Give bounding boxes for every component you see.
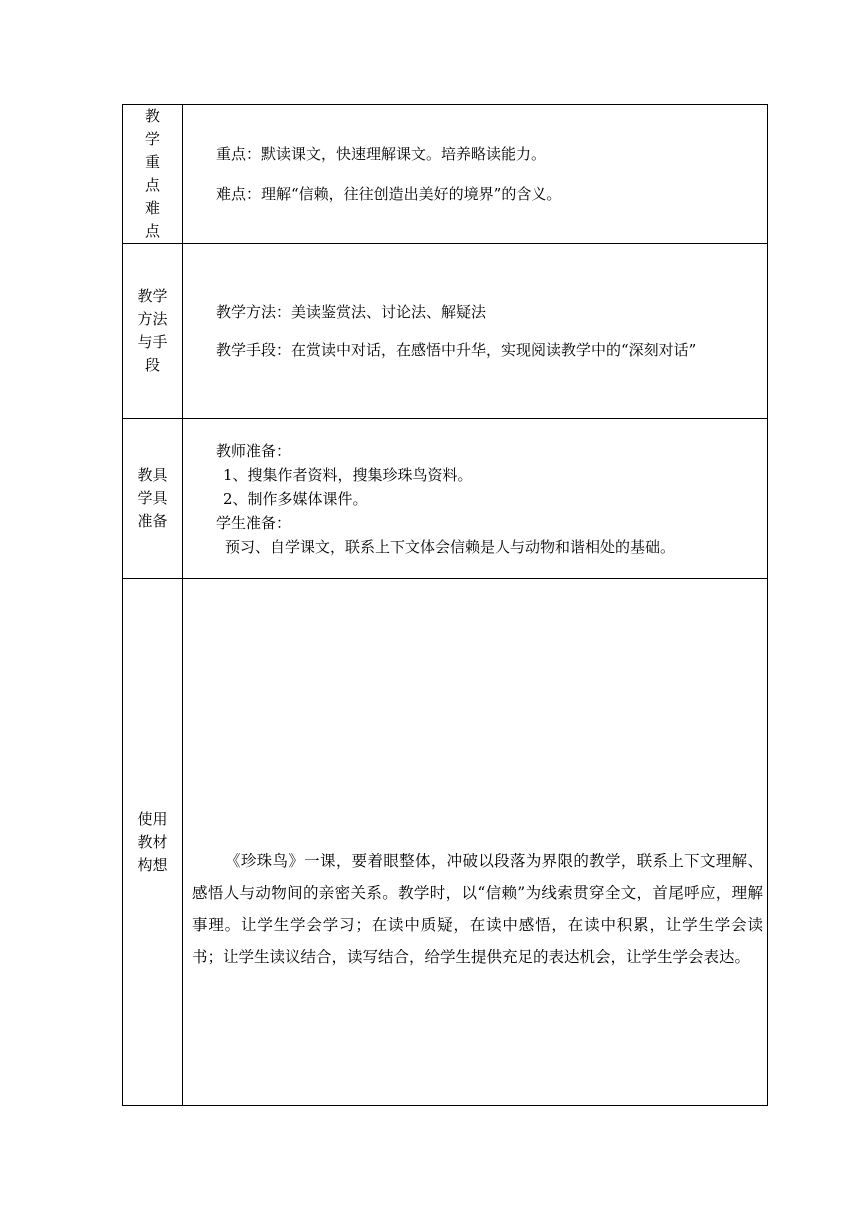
label-char: 学 xyxy=(144,130,160,148)
table-row-preparation xyxy=(123,419,768,579)
label-line: 教学 xyxy=(137,287,168,305)
label-line: 段 xyxy=(144,356,160,374)
student-prep-heading: 学生准备： xyxy=(216,513,292,532)
label-line: 准备 xyxy=(137,512,168,530)
label-line: 方法 xyxy=(137,310,168,328)
label-char: 教 xyxy=(144,107,160,125)
label-concept xyxy=(123,579,183,1106)
label-char: 难 xyxy=(144,199,160,217)
method-text: 教学方法：美读鉴赏法、讨论法、解疑法 xyxy=(216,303,487,321)
lesson-plan-table xyxy=(122,104,768,1106)
table-row-key-points xyxy=(123,105,768,244)
label-line: 教具 xyxy=(137,466,168,484)
label-char: 点 xyxy=(144,176,160,194)
content-concept xyxy=(183,579,768,1106)
label-line: 构想 xyxy=(137,855,168,874)
label-line: 教材 xyxy=(137,832,168,851)
label-char: 重 xyxy=(144,153,160,171)
label-key-points xyxy=(123,105,183,244)
teacher-prep-item: 1、搜集作者资料，搜集珍珠鸟资料。 xyxy=(223,465,473,484)
teacher-prep-heading: 教师准备： xyxy=(216,441,292,460)
teacher-prep-item: 2、制作多媒体课件。 xyxy=(223,489,368,508)
concept-body xyxy=(183,845,767,973)
key-point-text: 重点：默读课文，快速理解课文。培养略读能力。 xyxy=(216,145,547,163)
means-text: 教学手段：在赏读中对话，在感悟中升华，实现阅读教学中的“深刻对话” xyxy=(216,341,697,359)
label-preparation xyxy=(123,419,183,579)
label-methods xyxy=(123,244,183,419)
content-methods xyxy=(183,244,768,419)
concept-paragraph: 《珍珠鸟》一课，要着眼整体，冲破以段落为界限的教学，联系上下文理解、感悟人与动物间的亲密关系。教学时，以“信赖”为线索贯穿全文，首尾呼应，理解事理。让学生学会学习；在读中质疑，在读中感悟，在读中积累，让学生学会读书；让学生读议结合，读写结合，给学生提供充足的表达机会，让学生学会表达。 xyxy=(192,851,763,966)
table-row-methods xyxy=(123,244,768,419)
difficulty-text: 难点：理解“信赖，往往创造出美好的境界”的含义。 xyxy=(216,185,562,203)
label-line: 使用 xyxy=(137,809,168,828)
content-preparation xyxy=(183,419,768,579)
table-row-concept xyxy=(123,579,768,1106)
student-prep-item: 预习、自学课文，联系上下文体会信赖是人与动物和谐相处的基础。 xyxy=(225,537,676,556)
label-line: 与手 xyxy=(137,333,168,351)
label-line: 学具 xyxy=(137,489,168,507)
label-char: 点 xyxy=(144,222,160,240)
content-key-points xyxy=(183,105,768,244)
